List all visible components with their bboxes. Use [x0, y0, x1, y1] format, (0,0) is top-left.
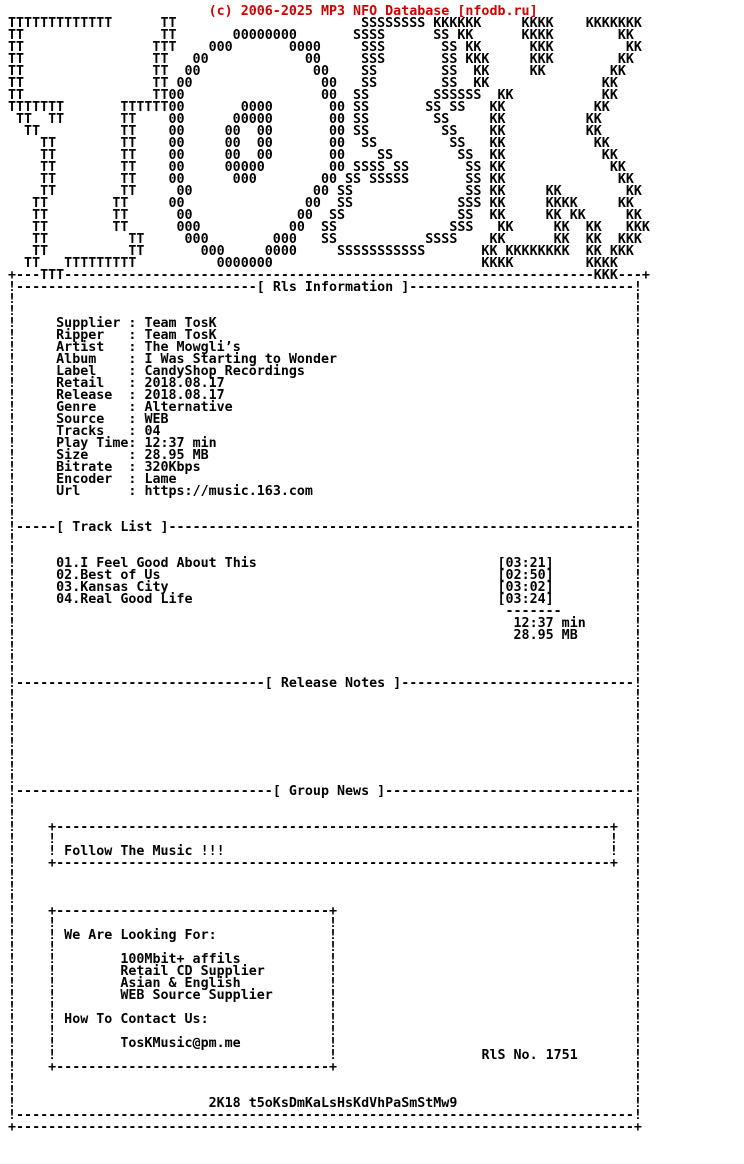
logo-ascii-line: TTTTTTTTTTTTT TT SSSSSSSS KKKKKK KKKK KKKKKKK	[8, 16, 642, 31]
info-value: Lame	[144, 472, 177, 487]
logo-ascii-line: TT TT 00 00 00 00 SS SS KK KK	[8, 148, 618, 163]
logo-ascii-line: TT TT 00 00 SS SS KK KK KK	[8, 184, 642, 199]
logo-ascii-line: TT TT 00 00 00 00 SS SS KK KK	[8, 136, 610, 151]
logo-ascii-line: TT TT 00 00 SS SSS KK KKKK KK	[8, 196, 634, 211]
info-value: I Was Starting to Wonder	[144, 352, 338, 367]
info-label: Url	[56, 484, 129, 499]
logo-ascii-line: TT TT 00 000 00 SS SSSSS SS KK KK	[8, 172, 634, 187]
info-value: WEB	[144, 412, 169, 427]
info-label: Retail	[56, 376, 129, 391]
release-notes-title: [ Release Notes ]	[264, 676, 402, 691]
group-news-title: [ Group News ]	[272, 784, 386, 799]
info-label: Artist	[56, 340, 129, 355]
info-label: Release	[56, 388, 129, 403]
info-label: Label	[56, 364, 129, 379]
logo-ascii-line: TT TT 00 00 00 00 SS SS KK KK	[8, 124, 602, 139]
info-label: Album	[56, 352, 129, 367]
info-label: Supplier	[56, 316, 129, 331]
info-value: 12:37 min	[144, 436, 217, 451]
nfo-document: (c) 2006-2025 MP3 NFO Database [nfodb.ru] TTTTTTTTTTTTT TT SSSSSSSS KKKKKK KKKK KKKKKKK TT TT 00000000 SSSS SS KK KKKK KK TT TTT 000 0000 SSS SS KK KKK KK TT TT 00 00 SSS SS KKK KKK KK TT TT 00 00 SS SS KK KK KK TT TT 00 00 SS SS KK KK TT TT00 00 SS SSSSSS KK KK TTTTTTT TTTTTT00 0000 00 SS SS SS KK KK TT TT TT 00 00000 00 SS SS KK KK TT TT 00 00 00 00 SS SS KK KK TT TT 00 00 00 00 SS SS KK KK TT TT 00 00 00 00 SS SS KK KK TT TT 00 00000 00 SSSS SS SS KK KK TT TT 00 000 00 SS SSSSS SS KK KK TT TT 00 00 SS SS KK KK KK TT TT 00 00 SS SSS KK KKKK KK TT TT 00 00 SS SS KK KK KK KK TT TT 000 00 SS SSS KK KK KK KKK TT TT 000 000 SS SSSS KK KK KK KKK TT TT 000 0000 SSSSSSSSSSS KK KKKKKKKK KK KKK TT TTTTTTTTT 0000000 KKKK KKKK +---TTT------------------------------------------------------------------KKK---+ !------------------------------[ Rls Information ]----------------------------! ! ! ! ! ! Supplier : Team TosK ! ! Ripper : Team TosK ! ! Artist : The Mowgli’s ! ! Album : I Was Starting to Wonder ! ! Label : CandyShop Recordings ! ! Retail : 2018.08.17 ! ! Release : 2018.08.17 ! ! Genre : Alternative ! ! Source : WEB ! ! Tracks : 04 ! ! Play Time: 12:37 min ! ! Size : 28.95 MB ! ! Bitrate : 320Kbps ! ! Encoder : Lame ! ! Url : https://music.163.com ! ! ! ! ! !-----[ Track List ]----------------------------------------------------------! ! ! ! ! ! 01.I Feel Good About This [03:21] ! ! 02.Best of Us [02:50] ! ! 03.Kansas City [03:02] ! ! 04.Real Good Life [03:24] ! ! ------- ! ! 12:37 min ! ! 28.95 MB ! ! ! ! ! ! ! !-------------------------------[ Release Notes ]-----------------------------! ! ! ! ! ! ! ! ! ! ! ! ! ! ! ! ! !--------------------------------[ Group News ]-------------------------------! ! ! ! ! ! +---------------------------------------------------------------------+ ! ! ! ! ! ! ! Follow The Music !!! ! ! ! +---------------------------------------------------------------------+ ! ! ! ! ! ! ! ! +----------------------------------+ ! ! ! ! ! ! ! We Are Looking For: ! ! ! ! ! ! ! ! 100Mbit+ affils ! ! ! ! Retail CD Supplier ! ! ! ! Asian & English ! ! ! ! WEB Source Supplier ! ! ! ! ! ! ! ! How To Contact Us: ! ! ! ! ! ! ! ! TosKMusic@pm.me ! ! ! ! ! RlS No. 1751 ! ! +----------------------------------+ ! ! ! ! ! ! 2K18 t5oKsDmKaLsHsKdVhPaSmStMw9 ! !-----------------------------------------------------------------------------! +-----------------------------------------------------------------------------+	[8, 4, 650, 1135]
info-value: Team TosK	[144, 316, 217, 331]
info-label: Ripper	[56, 328, 129, 343]
logo-ascii-line: TT TT 000 0000 SSSSSSSSSSS KK KKKKKKKK KK KKK	[8, 244, 634, 259]
track-title: 02.Best of Us	[56, 568, 161, 583]
logo-ascii-line: TT TT 00 00000 00 SSSS SS SS KK KK	[8, 160, 626, 175]
info-value: 04	[144, 424, 161, 439]
rls-number: RlS No. 1751	[481, 1048, 578, 1063]
info-label: Source	[56, 412, 129, 427]
logo-ascii-line: TT TT 00 00 SSS SS KKK KKK KK	[8, 52, 634, 67]
contact-title: How To Contact Us:	[64, 1012, 209, 1027]
info-label: Genre	[56, 400, 129, 415]
group-motto: Follow The Music !!!	[64, 844, 225, 859]
track-title: 01.I Feel Good About This	[56, 556, 257, 571]
site-header-text: (c) 2006-2025 MP3 NFO Database [nfodb.ru]	[208, 4, 538, 19]
info-value: 320Kbps	[144, 460, 201, 475]
logo-ascii-line: TT TT 00 00 SS SS KK KK KK	[8, 64, 626, 79]
info-value: https://music.163.com	[144, 484, 313, 499]
info-label: Tracks	[56, 424, 129, 439]
logo-ascii-line: TTTTTTT TTTTTT00 0000 00 SS SS SS KK KK	[8, 100, 610, 115]
track-time: [03:24]	[497, 592, 554, 607]
info-label: Bitrate	[56, 460, 129, 475]
looking-for-item: WEB Source Supplier	[120, 988, 273, 1003]
logo-ascii-line: TT TT 00 00 SS SS KK KK KK KK	[8, 208, 642, 223]
total-time: 12:37 min	[513, 616, 586, 631]
track-list-title: [ Track List ]	[56, 520, 169, 535]
contact-email: TosKMusic@pm.me	[120, 1036, 241, 1051]
total-size: 28.95 MB	[513, 628, 578, 643]
info-value: Team TosK	[144, 328, 217, 343]
track-title: 03.Kansas City	[56, 580, 169, 595]
rls-info-title: [ Rls Information ]	[256, 280, 410, 295]
logo-ascii-line: TT TT00 00 SS SSSSSS KK KK	[8, 88, 618, 103]
info-label: Encoder	[56, 472, 129, 487]
info-label: Size	[56, 448, 129, 463]
track-time: [03:02]	[497, 580, 554, 595]
info-label: Play Time	[56, 436, 129, 451]
info-value: The Mowgli’s	[144, 340, 241, 355]
looking-for-item: Asian & English	[120, 976, 241, 991]
looking-for-item: 100Mbit+ affils	[120, 952, 241, 967]
logo-ascii-line: TT TTTTTTTTT 0000000 KKKK KKKK	[8, 256, 618, 271]
track-time: [02:50]	[497, 568, 554, 583]
track-title: 04.Real Good Life	[56, 592, 193, 607]
logo-ascii-line: TT TT TT 00 00000 00 SS SS KK KK	[8, 112, 602, 127]
info-value: 28.95 MB	[144, 448, 209, 463]
info-value: 2018.08.17	[144, 388, 225, 403]
logo-ascii-line: TT TT 000 000 SS SSSS KK KK KK KKK	[8, 232, 642, 247]
footer-tag: 2K18 t5oKsDmKaLsHsKdVhPaSmStMw9	[208, 1096, 458, 1111]
looking-for-item: Retail CD Supplier	[120, 964, 265, 979]
info-value: CandyShop Recordings	[144, 364, 305, 379]
info-value: 2018.08.17	[144, 376, 225, 391]
logo-ascii-line: TT TTT 000 0000 SSS SS KK KKK KK	[8, 40, 642, 55]
logo-ascii-line: TT TT 000 00 SS SSS KK KK KK KKK	[8, 220, 650, 235]
logo-ascii-line: TT TT 00 00 SS SS KK KK	[8, 76, 618, 91]
info-value: Alternative	[144, 400, 233, 415]
logo-ascii-line: TT TT 00000000 SSSS SS KK KKKK KK	[8, 28, 634, 43]
looking-for-title: We Are Looking For:	[64, 928, 217, 943]
track-time: [03:21]	[497, 556, 554, 571]
